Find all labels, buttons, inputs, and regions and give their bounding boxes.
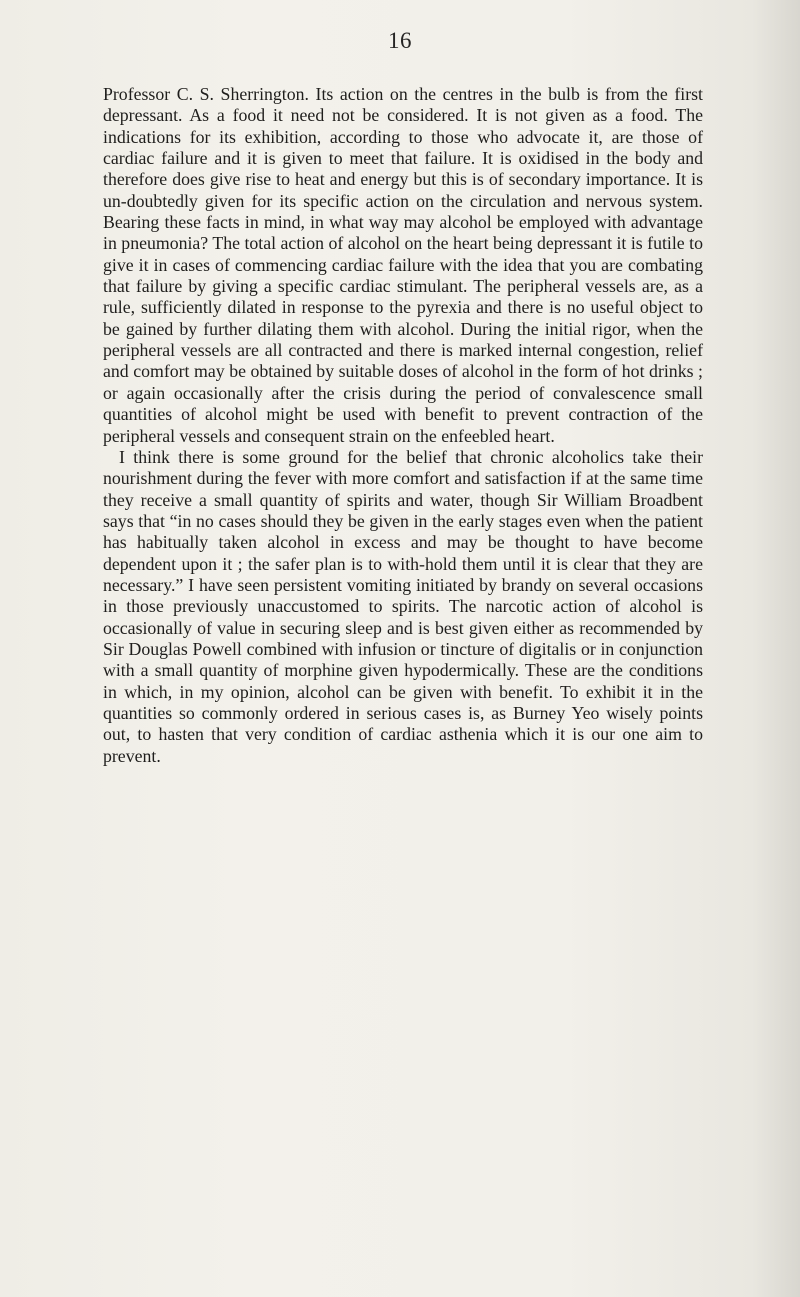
body-text [103,84,703,767]
page-number: 16 [388,28,412,53]
paragraph-1: Professor C. S. Sherrington. Its action on the centres in the bulb is from the first depressant. As a food it need not be considered. It is not given as a food. The indications for its exhibition, according to those who advocate it, are those of cardiac failure and it is given to meet that failure. It is oxidised in the body and therefore does give rise to heat and energy but this is of secondary importance. It is un-doubtedly given for its specific action on the circulation and nervous system. Bearing these facts in mind, in what way may alcohol be employed with advantage in pneumonia? The total action of alcohol on the heart being depressant it is futile to give it in cases of commencing cardiac failure with the idea that you are combating that failure by giving a specific cardiac stimulant. The peripheral vessels are, as a rule, sufficiently dilated in response to the pyrexia and there is no useful object to be gained by further dilating them with alcohol. During the initial rigor, when the peripheral vessels are all contracted and there is marked internal congestion, relief and comfort may be obtained by suitable doses of alcohol in the form of hot drinks ; or again occasionally after the crisis during the period of convalescence small quantities of alcohol might be used with benefit to prevent contraction of the peripheral vessels and consequent strain on the enfeebled heart. [103,84,703,446]
paragraph-2: I think there is some ground for the belief that chronic alcoholics take their nourishment during the fever with more comfort and satisfaction if at the same time they receive a small quantity of spirits and water, though Sir William Broadbent says that “in no cases should they be given in the early stages even when the patient has habitually taken alcohol in excess and may be thought to have become dependent upon it ; the safer plan is to with-hold them until it is clear that they are necessary.” I have seen persistent vomiting initiated by brandy on several occasions in those previously unaccustomed to spirits. The narcotic action of alcohol is occasionally of value in securing sleep and is best given either as recommended by Sir Douglas Powell combined with infusion or tincture of digitalis or in conjunction with a small quantity of morphine given hypodermically. These are the conditions in which, in my opinion, alcohol can be given with benefit. To exhibit it in the quantities so commonly ordered in serious cases is, as Burney Yeo wisely points out, to hasten that very condition of cardiac asthenia which it is our one aim to prevent. [103,446,703,766]
